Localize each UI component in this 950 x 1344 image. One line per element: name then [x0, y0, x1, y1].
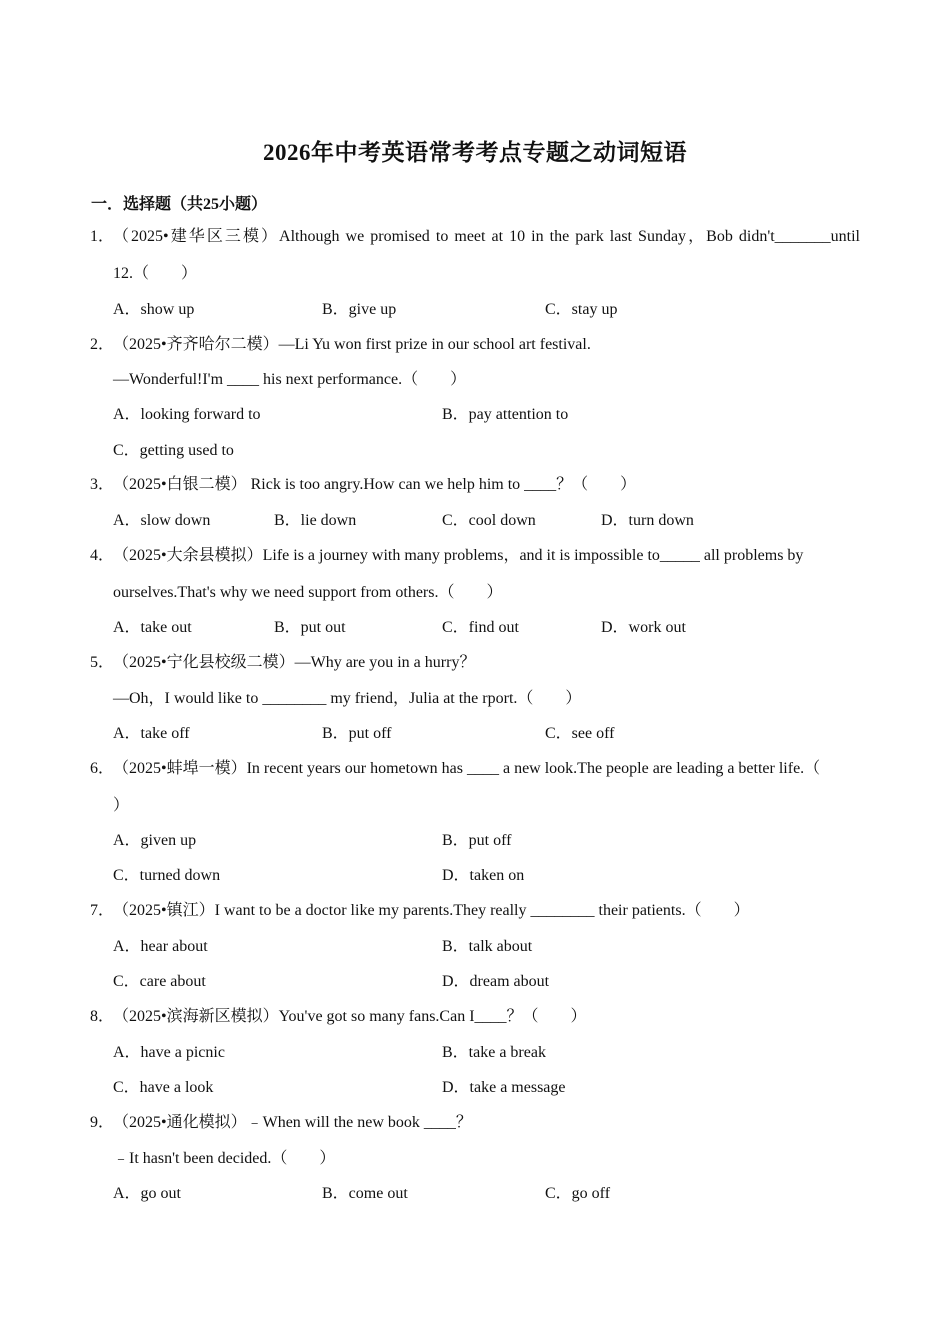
option-c: C．see off [545, 725, 615, 742]
option-c: C．care about [113, 973, 206, 990]
option-a: A．slow down [113, 512, 211, 529]
option-a: A．given up [113, 832, 197, 849]
option-b: B．give up [322, 301, 397, 318]
option-b: B．put out [274, 619, 346, 636]
option-d: D．turn down [601, 512, 694, 529]
question-stem: （2025•通化模拟）﹣When will the new book ____？ [113, 1114, 472, 1131]
question-number: 4． [90, 547, 115, 564]
option-b: B．come out [322, 1185, 408, 1202]
question-stem-continued: ourselves.That's why we need support from others.（ ） [113, 584, 503, 601]
option-a: A．take out [113, 619, 192, 636]
option-b: B．talk about [442, 938, 533, 955]
question-number: 8． [90, 1008, 115, 1025]
question-number: 1． [90, 228, 115, 245]
option-c: C．have a look [113, 1079, 214, 1096]
option-b: B．pay attention to [442, 406, 569, 423]
question-number: 5． [90, 654, 115, 671]
option-c: C．cool down [442, 512, 536, 529]
option-c: C．find out [442, 619, 519, 636]
question-stem: （2025•宁化县校级二模）—Why are you in a hurry？ [113, 654, 476, 671]
option-c: C．stay up [545, 301, 618, 318]
option-b: B．take a break [442, 1044, 546, 1061]
option-d: D．take a message [442, 1079, 566, 1096]
section-heading: 一．选择题（共25小题） [91, 196, 268, 213]
option-a: A．go out [113, 1185, 182, 1202]
option-a: A．show up [113, 301, 195, 318]
question-stem-continued: ） [113, 797, 130, 814]
option-d: D．dream about [442, 973, 550, 990]
option-b: B．lie down [274, 512, 357, 529]
question-number: 7． [90, 902, 115, 919]
question-number: 9． [90, 1114, 115, 1131]
question-stem: （2025•大余县模拟）Life is a journey with many problems，and it is impossible to_____ all problems by [113, 547, 804, 564]
question-stem: （2025•建华区三模）Although we promised to meet at 10 in the park last Sunday，Bob didn't_______until [113, 228, 860, 245]
option-a: A．take off [113, 725, 190, 742]
question-stem: （2025•白银二模） Rick is too angry.How can we help him to ____？（ ） [113, 476, 637, 493]
question-stem-continued: —Oh，I would like to ________ my friend，Julia at the rport.（ ） [113, 690, 582, 707]
option-a: A．have a picnic [113, 1044, 225, 1061]
option-d: D．taken on [442, 867, 525, 884]
option-c: C．go off [545, 1185, 611, 1202]
page-title: 2026年中考英语常考考点专题之动词短语 [263, 140, 687, 165]
option-b: B．put off [442, 832, 512, 849]
question-stem: （2025•镇江）I want to be a doctor like my parents.They really ________ their patients.（ ） [113, 902, 750, 919]
question-number: 6． [90, 760, 115, 777]
option-c: C．turned down [113, 867, 221, 884]
question-stem: （2025•滨海新区模拟）You've got so many fans.Can I____？（ ） [113, 1008, 587, 1025]
option-c: C．getting used to [113, 442, 234, 459]
question-stem-continued: —Wonderful!I'm ____ his next performance.（ ） [113, 371, 467, 388]
question-stem-continued: ﹣It hasn't been decided.（ ） [113, 1150, 336, 1167]
question-stem: （2025•齐齐哈尔二模）—Li Yu won first prize in our school art festival. [113, 336, 591, 353]
option-a: A．looking forward to [113, 406, 261, 423]
question-number: 2． [90, 336, 115, 353]
question-stem: （2025•蚌埠一模）In recent years our hometown has ____ a new look.The people are leading a better life.（ [113, 760, 821, 777]
question-number: 3． [90, 476, 115, 493]
option-a: A．hear about [113, 938, 208, 955]
option-b: B．put off [322, 725, 392, 742]
option-d: D．work out [601, 619, 686, 636]
question-stem-continued: 12.（ ） [113, 265, 198, 282]
